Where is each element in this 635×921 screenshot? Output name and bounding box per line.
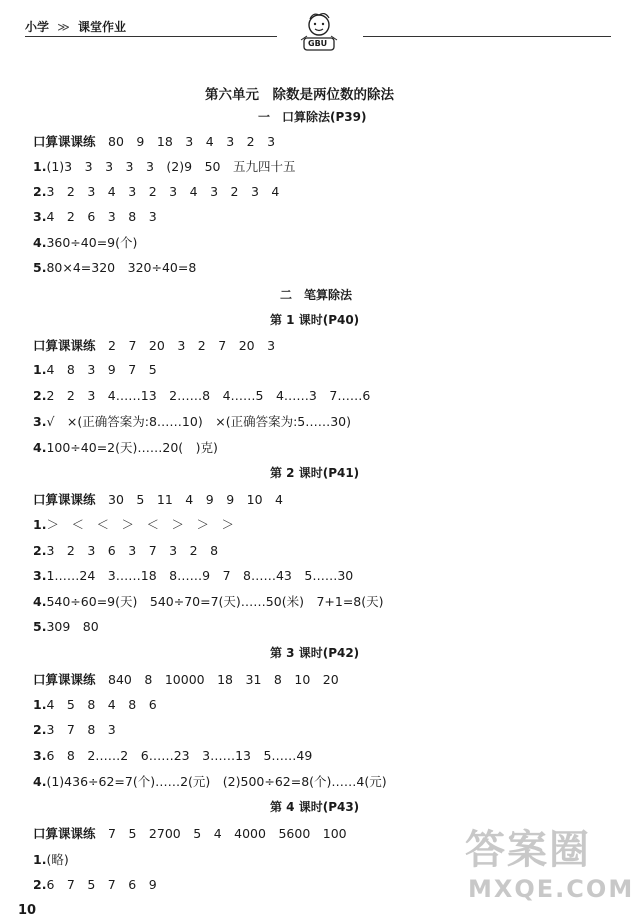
list-item: 口算课课练 2 7 20 3 2 7 20 3 bbox=[33, 338, 276, 353]
list-item: 口算课课练 840 8 10000 18 31 8 10 20 bbox=[33, 672, 339, 687]
list-item: 口算课课练 7 5 2700 5 4 4000 5600 100 bbox=[33, 826, 347, 841]
list-item: 4.360÷40=9(个) bbox=[33, 235, 138, 250]
list-item: 1.(略) bbox=[33, 852, 69, 867]
header-rule-right bbox=[363, 36, 611, 37]
list-item: 1.4 5 8 4 8 6 bbox=[33, 697, 157, 712]
lesson3-title: 第 3 课时(P42) bbox=[270, 646, 360, 660]
lesson1-title: 第 1 课时(P40) bbox=[270, 313, 360, 327]
mascot-icon bbox=[298, 10, 340, 56]
page-number: 10 bbox=[18, 903, 37, 918]
list-item: 2.3 7 8 3 bbox=[33, 722, 116, 737]
list-item: 口算课课练 30 5 11 4 9 9 10 4 bbox=[33, 492, 284, 507]
double-chevron-icon: ≫ bbox=[57, 20, 70, 34]
list-item: 2.3 2 3 4 3 2 3 4 3 2 3 4 bbox=[33, 184, 280, 199]
header-rule-left bbox=[25, 36, 277, 37]
header-series: 课堂作业 bbox=[77, 20, 126, 34]
section2-title: 二 笔算除法 bbox=[280, 288, 353, 302]
list-item: 1.(1)3 3 3 3 3 (2)9 50 五九四十五 bbox=[33, 159, 296, 174]
list-item: 2.2 2 3 4……13 2……8 4……5 4……3 7……6 bbox=[33, 388, 371, 403]
mascot-badge: GBU bbox=[308, 39, 328, 48]
section1-title: 一 口算除法(P39) bbox=[258, 110, 367, 124]
list-item: 3.4 2 6 3 8 3 bbox=[33, 209, 157, 224]
list-item: 1.＞ ＜ ＜ ＞ ＜ ＞ ＞ ＞ bbox=[33, 517, 234, 532]
list-item: 5.309 80 bbox=[33, 619, 99, 634]
list-item: 4.(1)436÷62=7(个)……2(元) (2)500÷62=8(个)……4(元) bbox=[33, 774, 387, 789]
list-item: 4.100÷40=2(天)……20( )克) bbox=[33, 440, 218, 455]
lesson2-title: 第 2 课时(P41) bbox=[270, 466, 360, 480]
lesson4-title: 第 4 课时(P43) bbox=[270, 800, 360, 814]
list-item: 3.6 8 2……2 6……23 3……13 5……49 bbox=[33, 748, 313, 763]
list-item: 2.6 7 5 7 6 9 bbox=[33, 877, 157, 892]
list-item: 2.3 2 3 6 3 7 3 2 8 bbox=[33, 543, 219, 558]
list-item: 1.4 8 3 9 7 5 bbox=[33, 362, 157, 377]
list-item: 4.540÷60=9(天) 540÷70=7(天)……50(米) 7+1=8(天) bbox=[33, 594, 384, 609]
watermark-logo: 答案圈 bbox=[465, 827, 591, 873]
watermark-url: MXQE.COM bbox=[468, 875, 635, 903]
list-item: 5.80×4=320 320÷40=8 bbox=[33, 260, 197, 275]
header-grade: 小学 bbox=[25, 20, 50, 34]
header-left bbox=[25, 18, 126, 35]
list-item: 3.√ ×(正确答案为:8……10) ×(正确答案为:5……30) bbox=[33, 414, 352, 429]
list-item: 口算课课练 80 9 18 3 4 3 2 3 bbox=[33, 134, 276, 149]
unit-title: 第六单元 除数是两位数的除法 bbox=[205, 87, 394, 103]
list-item: 3.1……24 3……18 8……9 7 8……43 5……30 bbox=[33, 568, 354, 583]
